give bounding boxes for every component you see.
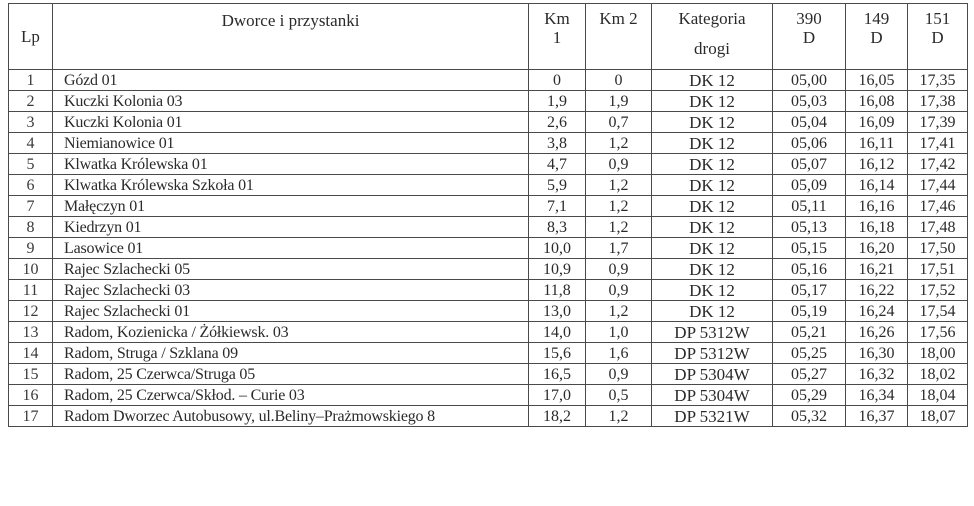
row-number: 16: [9, 385, 53, 406]
stop-name: Kuczki Kolonia 03: [53, 91, 529, 112]
stop-name: Rajec Szlachecki 01: [53, 301, 529, 322]
departure-390: 05,16: [773, 259, 846, 280]
departure-390: 05,27: [773, 364, 846, 385]
km2-value: 0,9: [586, 280, 652, 301]
row-number: 2: [9, 91, 53, 112]
stop-name: Klwatka Królewska Szkoła 01: [53, 175, 529, 196]
departure-151: 17,48: [908, 217, 968, 238]
row-number: 11: [9, 280, 53, 301]
header-stops: Dworce i przystanki: [53, 4, 529, 70]
table-row: [9, 406, 968, 427]
departure-151: 17,54: [908, 301, 968, 322]
course-code: D: [802, 28, 816, 47]
row-number: 6: [9, 175, 53, 196]
road-category: DK 12: [652, 238, 773, 259]
km1-value: 11,8: [529, 280, 586, 301]
stop-name: Kuczki Kolonia 01: [53, 112, 529, 133]
table-row: [9, 133, 968, 154]
departure-149: 16,05: [846, 70, 908, 91]
km1-value: 18,2: [529, 406, 586, 427]
road-category: DP 5312W: [652, 343, 773, 364]
km1-value: 16,5: [529, 364, 586, 385]
stop-name: Radom, Struga / Szklana 09: [53, 343, 529, 364]
table-row: [9, 385, 968, 406]
header-course-390: [773, 4, 846, 70]
departure-149: 16,09: [846, 112, 908, 133]
departure-390: 05,32: [773, 406, 846, 427]
departure-390: 05,17: [773, 280, 846, 301]
header-category-line1: Kategoria: [678, 9, 746, 28]
header-course-151: [908, 4, 968, 70]
row-number: 5: [9, 154, 53, 175]
stop-name: Radom, 25 Czerwca/Skłod. – Curie 03: [53, 385, 529, 406]
km2-value: 1,2: [586, 406, 652, 427]
stop-name: Niemianowice 01: [53, 133, 529, 154]
km2-value: 0,7: [586, 112, 652, 133]
departure-151: 17,46: [908, 196, 968, 217]
departure-390: 05,03: [773, 91, 846, 112]
km2-value: 1,2: [586, 301, 652, 322]
departure-390: 05,21: [773, 322, 846, 343]
departure-151: 17,51: [908, 259, 968, 280]
departure-149: 16,21: [846, 259, 908, 280]
departure-149: 16,24: [846, 301, 908, 322]
km2-value: 1,0: [586, 322, 652, 343]
departure-151: 18,07: [908, 406, 968, 427]
departure-151: 17,41: [908, 133, 968, 154]
row-number: 7: [9, 196, 53, 217]
road-category: DK 12: [652, 217, 773, 238]
departure-149: 16,18: [846, 217, 908, 238]
km1-value: 17,0: [529, 385, 586, 406]
km2-value: 1,7: [586, 238, 652, 259]
row-number: 1: [9, 70, 53, 91]
course-number: 149: [863, 9, 890, 28]
departure-149: 16,26: [846, 322, 908, 343]
departure-151: 17,44: [908, 175, 968, 196]
departure-149: 16,22: [846, 280, 908, 301]
road-category: DP 5304W: [652, 385, 773, 406]
table-row: [9, 301, 968, 322]
road-category: DP 5304W: [652, 364, 773, 385]
departure-149: 16,20: [846, 238, 908, 259]
row-number: 4: [9, 133, 53, 154]
road-category: DK 12: [652, 91, 773, 112]
header-km2: Km 2: [586, 4, 652, 70]
table-row: [9, 154, 968, 175]
km2-value: 0: [586, 70, 652, 91]
stop-name: Rajec Szlachecki 05: [53, 259, 529, 280]
road-category: DK 12: [652, 133, 773, 154]
departure-390: 05,15: [773, 238, 846, 259]
timetable: [8, 3, 968, 427]
departure-390: 05,07: [773, 154, 846, 175]
table-row: [9, 70, 968, 91]
departure-149: 16,11: [846, 133, 908, 154]
departure-149: 16,32: [846, 364, 908, 385]
stop-name: Lasowice 01: [53, 238, 529, 259]
departure-390: 05,09: [773, 175, 846, 196]
departure-390: 05,11: [773, 196, 846, 217]
km2-value: 1,6: [586, 343, 652, 364]
table-row: [9, 322, 968, 343]
course-number: 151: [924, 9, 951, 28]
table-row: [9, 280, 968, 301]
stop-name: Radom, 25 Czerwca/Struga 05: [53, 364, 529, 385]
km2-value: 1,9: [586, 91, 652, 112]
table-row: [9, 217, 968, 238]
departure-149: 16,34: [846, 385, 908, 406]
departure-151: 17,38: [908, 91, 968, 112]
departure-390: 05,06: [773, 133, 846, 154]
stop-name: Klwatka Królewska 01: [53, 154, 529, 175]
km2-value: 0,9: [586, 259, 652, 280]
departure-151: 17,50: [908, 238, 968, 259]
stop-name: Radom, Kozienicka / Żółkiewsk. 03: [53, 322, 529, 343]
road-category: DK 12: [652, 280, 773, 301]
stop-name: Gózd 01: [53, 70, 529, 91]
km1-value: 15,6: [529, 343, 586, 364]
km2-value: 1,2: [586, 133, 652, 154]
departure-390: 05,19: [773, 301, 846, 322]
km2-value: 0,9: [586, 154, 652, 175]
departure-151: 17,42: [908, 154, 968, 175]
km2-value: 0,5: [586, 385, 652, 406]
departure-151: 17,39: [908, 112, 968, 133]
road-category: DK 12: [652, 175, 773, 196]
road-category: DP 5312W: [652, 322, 773, 343]
row-number: 8: [9, 217, 53, 238]
departure-149: 16,30: [846, 343, 908, 364]
departure-390: 05,25: [773, 343, 846, 364]
row-number: 12: [9, 301, 53, 322]
table-row: [9, 175, 968, 196]
header-km1-line1: Km: [544, 9, 570, 28]
km1-value: 3,8: [529, 133, 586, 154]
road-category: DK 12: [652, 196, 773, 217]
road-category: DK 12: [652, 259, 773, 280]
departure-149: 16,14: [846, 175, 908, 196]
road-category: DP 5321W: [652, 406, 773, 427]
table-row: [9, 259, 968, 280]
departure-151: 18,02: [908, 364, 968, 385]
km1-value: 5,9: [529, 175, 586, 196]
table-row: [9, 364, 968, 385]
header-row: [9, 4, 968, 70]
table-row: [9, 91, 968, 112]
km1-value: 14,0: [529, 322, 586, 343]
km1-value: 13,0: [529, 301, 586, 322]
row-number: 14: [9, 343, 53, 364]
row-number: 10: [9, 259, 53, 280]
km2-value: 1,2: [586, 217, 652, 238]
departure-149: 16,16: [846, 196, 908, 217]
km2-value: 0,9: [586, 364, 652, 385]
departure-151: 18,00: [908, 343, 968, 364]
km2-value: 1,2: [586, 175, 652, 196]
departure-151: 17,52: [908, 280, 968, 301]
departure-151: 17,56: [908, 322, 968, 343]
departure-390: 05,00: [773, 70, 846, 91]
row-number: 3: [9, 112, 53, 133]
km1-value: 4,7: [529, 154, 586, 175]
road-category: DK 12: [652, 70, 773, 91]
departure-149: 16,12: [846, 154, 908, 175]
header-km1: [529, 4, 586, 70]
departure-390: 05,04: [773, 112, 846, 133]
km1-value: 7,1: [529, 196, 586, 217]
departure-390: 05,13: [773, 217, 846, 238]
header-lp: Lp: [9, 4, 53, 70]
road-category: DK 12: [652, 154, 773, 175]
road-category: DK 12: [652, 112, 773, 133]
km2-value: 1,2: [586, 196, 652, 217]
row-number: 17: [9, 406, 53, 427]
row-number: 13: [9, 322, 53, 343]
stop-name: Rajec Szlachecki 03: [53, 280, 529, 301]
course-code: D: [931, 28, 944, 47]
road-category: DK 12: [652, 301, 773, 322]
table-row: [9, 196, 968, 217]
stop-name: Radom Dworzec Autobusowy, ul.Beliny–Prażmowskiego 8: [53, 406, 529, 427]
km1-value: 1,9: [529, 91, 586, 112]
km1-value: 0: [529, 70, 586, 91]
km1-value: 10,9: [529, 259, 586, 280]
departure-151: 18,04: [908, 385, 968, 406]
course-number: 390: [796, 9, 822, 28]
departure-390: 05,29: [773, 385, 846, 406]
header-km1-line2: 1: [552, 28, 562, 47]
header-category-line2: drogi: [694, 39, 730, 58]
row-number: 9: [9, 238, 53, 259]
table-row: [9, 238, 968, 259]
km1-value: 10,0: [529, 238, 586, 259]
table-row: [9, 343, 968, 364]
stop-name: Małęczyn 01: [53, 196, 529, 217]
km1-value: 8,3: [529, 217, 586, 238]
row-number: 15: [9, 364, 53, 385]
stop-name: Kiedrzyn 01: [53, 217, 529, 238]
departure-149: 16,37: [846, 406, 908, 427]
course-code: D: [870, 28, 883, 47]
km1-value: 2,6: [529, 112, 586, 133]
departure-151: 17,35: [908, 70, 968, 91]
table-row: [9, 112, 968, 133]
header-category: [652, 4, 773, 70]
departure-149: 16,08: [846, 91, 908, 112]
header-course-149: [846, 4, 908, 70]
